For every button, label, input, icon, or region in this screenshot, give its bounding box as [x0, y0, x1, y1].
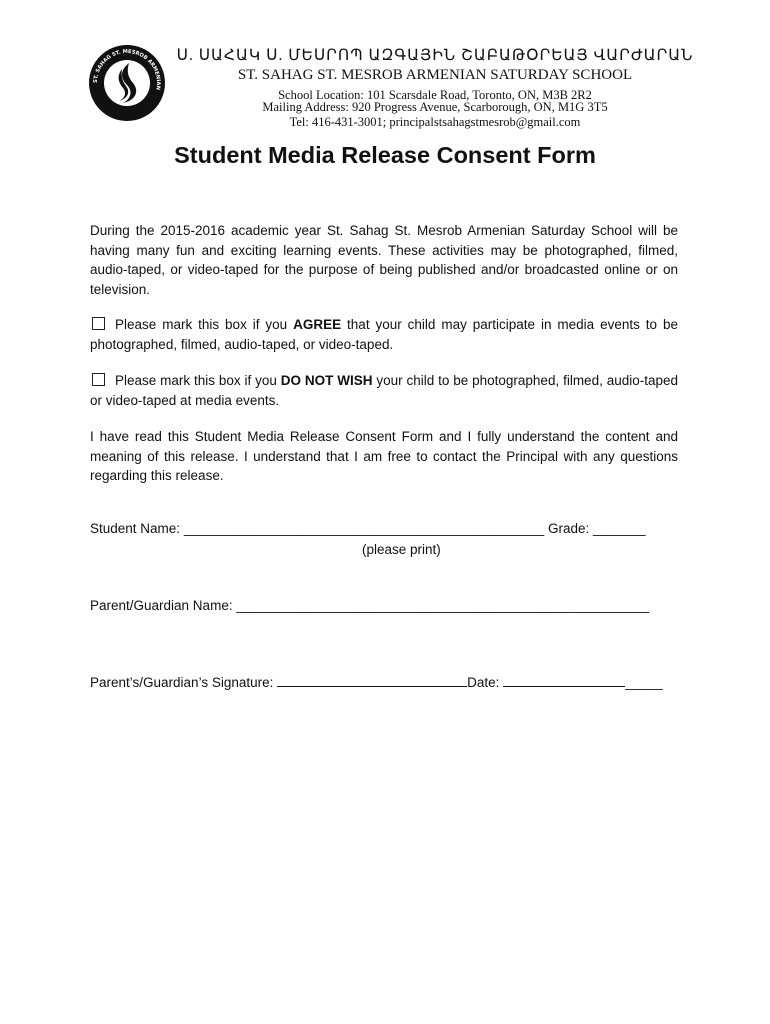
signature-field[interactable]: [277, 674, 467, 687]
mailing-address: Mailing Address: 920 Progress Avenue, Scarborough, ON, M1G 3T5: [262, 100, 608, 114]
agree-keyword: AGREE: [293, 317, 342, 332]
disagree-keyword: DO NOT WISH: [280, 373, 373, 388]
disagree-text-pre: Please mark this box if you: [115, 373, 281, 388]
acknowledgement-paragraph: I have read this Student Media Release Consent Form and I fully understand the content and meaning of this release. I understand that I am free to contact the Principal with any questions regarding this release.: [90, 429, 678, 483]
signature-row: [90, 674, 663, 690]
student-name-field[interactable]: ________________________________________________: [183, 521, 545, 536]
grade-label: Grade:: [544, 521, 593, 536]
contact-info: Tel: 416-431-3001; principalstsahagstmesrob@gmail.com: [289, 115, 581, 129]
svg-text:ST. SAHAG ST. MESROB ARMENIAN: ST. SAHAG ST. MESROB ARMENIAN: [92, 48, 162, 91]
agree-text-post: that your child may participate in media events to be photographed, filmed, audio-taped, or video-taped.: [90, 317, 679, 352]
date-label: Date:: [467, 675, 504, 690]
date-field-tail: _____: [625, 675, 663, 690]
parent-name-label: Parent/Guardian Name:: [90, 598, 237, 613]
agree-text-pre: Please mark this box if you: [115, 317, 294, 332]
please-print-note: (please print): [362, 542, 441, 557]
school-name-armenian: Ս. ՍԱՀԱԿ Ս. ՄԵՍՐՈՊ ԱԶԳԱՅԻՆ ՇԱԲԱԹՕՐԵԱՅ ՎԱՐԺԱՐԱՆ: [176, 47, 694, 64]
disagree-checkbox[interactable]: [92, 373, 105, 386]
student-name-label: Student Name:: [90, 521, 184, 536]
intro-paragraph: During the 2015-2016 academic year St. Sahag St. Mesrob Armenian Saturday School will be having many fun and exciting learning events. These activities may be photographed, filmed, audio-taped, or video-taped for the purpose of being published and/or broadcasted online or on television.: [90, 223, 678, 297]
signature-label: Parent’s/Guardian’s Signature:: [90, 675, 278, 690]
grade-field[interactable]: _______: [592, 521, 646, 536]
school-name-english: ST. SAHAG ST. MESROB ARMENIAN SATURDAY SCHOOL: [237, 67, 633, 83]
form-title: Student Media Release Consent Form: [174, 142, 596, 168]
date-field[interactable]: [503, 674, 625, 687]
school-location: School Location: 101 Scarsdale Road, Toronto, ON, M3B 2R2: [278, 88, 592, 102]
agree-paragraph: [90, 315, 678, 354]
parent-name-field[interactable]: _______________________________________________________: [236, 598, 650, 613]
disagree-text-post: your child to be photographed, filmed, audio-taped or video-taped at media events.: [90, 373, 679, 408]
disagree-paragraph: [90, 371, 678, 410]
agree-checkbox[interactable]: [92, 317, 105, 330]
parent-name-row: [90, 598, 649, 613]
student-name-row: [90, 521, 646, 536]
